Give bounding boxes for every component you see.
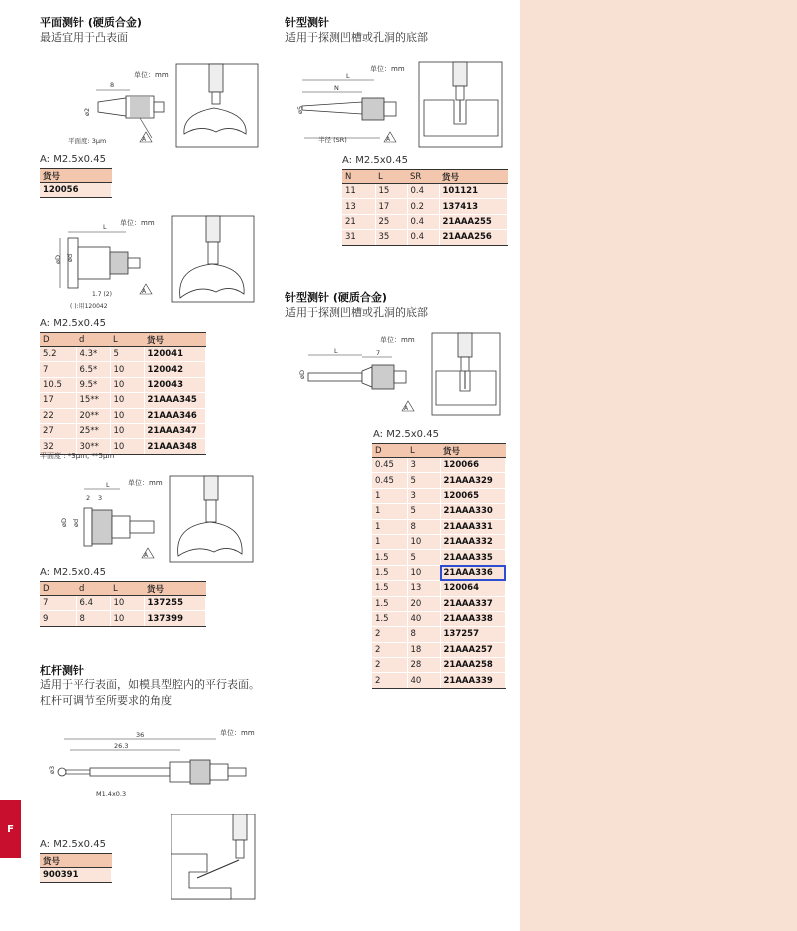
table-cell: 0.4 [407,214,439,229]
svg-text:26.3: 26.3 [114,742,129,750]
svg-text:ø5: ø5 [296,105,304,114]
svg-text:单位：mm: 单位：mm [220,729,255,737]
part-number-cell: 21AAA256 [439,230,508,245]
table-cell: 2 [372,642,407,657]
flat-steel2-thread: A: M2.5x0.45 [40,567,106,578]
svg-text:øD: øD [60,518,68,527]
needle-carbide-diagram [292,331,504,417]
table-row [342,199,508,214]
table-cell: 40 [407,611,440,626]
lever-title: 杠杆测针 [40,664,84,677]
svg-text:ød: ød [66,253,74,262]
table-cell: 1 [372,519,407,534]
part-number-cell: 137255 [144,596,206,611]
flat-carbide-thread: A: M2.5x0.45 [40,154,106,165]
table-cell: 40 [407,673,440,688]
table-cell: 5 [407,473,440,488]
part-number-cell: 21AAA255 [439,214,508,229]
table-cell: 7 [40,362,76,377]
table-cell: 0.2 [407,199,439,214]
table-row [40,377,206,392]
flat-steel-footnote: 平面度 : *3μm, **5μm [40,452,115,460]
table-cell: 4.3* [76,347,110,362]
part-number-cell: 101121 [439,184,508,199]
table-cell: 7 [40,596,76,611]
table-cell: 21 [342,214,375,229]
svg-text:øD: øD [54,255,62,264]
flat-steel-diagram [48,214,258,318]
part-number-cell: 21AAA347 [144,423,206,438]
table-row [372,473,506,488]
table-row [40,347,206,362]
table-cell: 20 [407,596,440,611]
part-number-cell: 21AAA338 [440,611,506,626]
table-cell: 2 [372,627,407,642]
table-cell: 11 [342,184,375,199]
table-row [40,596,206,611]
table-cell: 9.5* [76,377,110,392]
needle-thread: A: M2.5x0.45 [342,155,408,166]
table-cell: 10 [407,534,440,549]
part-number-cell: 21AAA332 [440,534,506,549]
table-row [40,362,206,377]
table-cell: 10 [110,362,144,377]
table-cell: 17 [40,393,76,408]
table-cell: 6.4 [76,596,110,611]
table-row [372,519,506,534]
svg-text:M1.4x0.3: M1.4x0.3 [96,790,127,798]
table-row [372,565,506,580]
part-number-cell: 21AAA345 [144,393,206,408]
part-number-cell: 21AAA336 [440,565,506,580]
table-cell: 0.4 [407,230,439,245]
table-cell: 10 [110,439,144,454]
svg-text:L: L [103,223,107,231]
part-number-cell: 21AAA335 [440,550,506,565]
svg-text:2: 2 [86,494,91,502]
lever-thread: A: M2.5x0.45 [40,839,106,850]
svg-text:单位：mm: 单位：mm [370,65,405,73]
part-number-cell: 21AAA339 [440,673,506,688]
table-cell: 10 [110,596,144,611]
part-number-cell: 120041 [144,347,206,362]
table-row [372,673,506,688]
svg-text:A: A [386,136,391,143]
svg-text:L: L [346,72,350,80]
table-cell: 6.5* [76,362,110,377]
lever-table: 货号 900391 [40,853,112,883]
svg-text:ø3: ø3 [48,765,56,774]
flat-steel2-table: D d L 货号 7 6.4 10 137255 9 8 10 137399 [40,581,206,627]
svg-text:A: A [404,405,409,412]
flat-steel-table: D d L 货号 5.2 4.3* 5 120041 7 6.5* 10 120042 10.5 9.5* 10 120043 17 15** 10 21AAA345 22 20** 10 21AAA346 27 25** 10 21AAA347 32 30** 10 21AAA348 [40,332,206,455]
table-row [372,627,506,642]
table-cell: 1.5 [372,550,407,565]
needle-carbide-table: D L 货号 0.45 3 120066 0.45 5 21AAA329 1 3 120065 1 5 21AAA330 1 8 21AAA331 1 10 21AAA332 1.5 5 21AAA335 1.5 10 21AAA336 1.5 13 120064 1.5 20 21AAA337 1.5 40 21AAA338 2 8 137257 2 18 21AAA257 2 28 21AAA258 2 40 21AAA339 [372,443,506,689]
table-cell: 5 [110,347,144,362]
part-number-cell: 120065 [440,488,506,503]
needle-carbide-title: 针型测针 (硬质合金) [285,291,387,304]
svg-text:A: A [144,552,149,559]
part-number-cell: 21AAA257 [440,642,506,657]
svg-text:øD: øD [298,370,306,379]
table-cell: 1 [372,488,407,503]
table-row [372,596,506,611]
flat-carbide-title: 平面测针 (硬质合金) [40,16,142,29]
table-cell: 1 [372,504,407,519]
svg-text:单位：mm: 单位：mm [380,336,415,344]
table-cell: 10 [110,423,144,438]
table-row: 120056 [40,183,112,198]
svg-text:ød: ød [72,518,80,527]
needle-title: 针型测针 [285,16,329,29]
table-row [372,642,506,657]
table-row [40,393,206,408]
table-row [372,504,506,519]
table-cell: 5.2 [40,347,76,362]
svg-text:A: A [142,136,147,143]
svg-text:单位：mm: 单位：mm [120,219,155,227]
table-cell: 18 [407,642,440,657]
table-cell: 2 [372,673,407,688]
part-number-cell: 21AAA346 [144,408,206,423]
table-row [372,458,506,473]
table-row [372,581,506,596]
table-cell: 25** [76,423,110,438]
table-cell: 31 [342,230,375,245]
table-cell: 0.4 [407,184,439,199]
table-cell: 22 [40,408,76,423]
table-cell: 1.5 [372,565,407,580]
svg-text:7: 7 [376,349,381,357]
part-number-cell: 137257 [440,627,506,642]
table-cell: 5 [407,504,440,519]
svg-text:ø2: ø2 [83,107,91,116]
table-cell: 15** [76,393,110,408]
part-number-cell: 120043 [144,377,206,392]
table-cell: 0.45 [372,473,407,488]
table-row [40,408,206,423]
svg-text:A: A [142,288,147,295]
svg-text:L: L [106,481,110,489]
part-number-cell: 120064 [440,581,506,596]
flat-steel-thread: A: M2.5x0.45 [40,318,106,329]
table-cell: 10 [110,408,144,423]
table-cell: 3 [407,458,440,473]
table-row [342,214,508,229]
flat-carbide-table: 货号 120056 [40,168,112,198]
table-row [372,550,506,565]
part-number-cell: 21AAA348 [144,439,206,454]
table-cell: 1 [372,534,407,549]
table-cell: 1.5 [372,611,407,626]
table-cell: 3 [407,488,440,503]
table-cell: 28 [407,658,440,673]
table-cell: 10 [407,565,440,580]
table-row [342,184,508,199]
table-cell: 10.5 [40,377,76,392]
table-cell: 32 [40,439,76,454]
table-row [40,611,206,626]
table-row [342,230,508,245]
lever-application-diagram [171,814,256,900]
svg-text:8: 8 [110,81,115,89]
table-cell: 8 [76,611,110,626]
svg-text:1.7 (2): 1.7 (2) [92,291,112,298]
table-cell: 1.5 [372,581,407,596]
unit-label: 单位：mm [134,71,169,79]
part-number-cell: 21AAA331 [440,519,506,534]
table-cell: 25 [375,214,407,229]
part-number-cell: 137413 [439,199,508,214]
needle-carbide-subtitle: 适用于探测凹槽或孔洞的底部 [285,306,428,319]
table-row [372,658,506,673]
table-cell: 8 [407,627,440,642]
svg-text:平面度: 3μm: 平面度: 3μm [68,137,107,145]
right-margin-panel [520,0,797,931]
needle-table: N L SR 货号 11 15 0.4 101121 13 17 0.2 137413 21 25 0.4 21AAA255 31 35 0.4 21AAA256 [342,169,508,246]
part-number-cell: 120066 [440,458,506,473]
table-cell: 1.5 [372,596,407,611]
svg-text:( ):用120042: ( ):用120042 [70,303,108,310]
table-cell: 35 [375,230,407,245]
table-cell: 30** [76,439,110,454]
part-number-cell: 21AAA258 [440,658,506,673]
table-cell: 2 [372,658,407,673]
table-row [372,611,506,626]
table-cell: 17 [375,199,407,214]
needle-carbide-thread: A: M2.5x0.45 [373,429,439,440]
table-cell: 27 [40,423,76,438]
part-number-cell: 137399 [144,611,206,626]
table-cell: 15 [375,184,407,199]
part-number-cell: 21AAA330 [440,504,506,519]
needle-diagram [290,60,504,150]
svg-text:L: L [334,347,338,355]
table-row: 900391 [40,868,112,883]
svg-text:半径 (SR): 半径 (SR) [318,136,347,144]
svg-text:36: 36 [136,731,145,739]
flat-steel2-diagram [54,474,258,566]
table-cell: 10 [110,377,144,392]
flat-carbide-diagram [60,60,260,152]
table-cell: 9 [40,611,76,626]
svg-text:单位：mm: 单位：mm [128,479,163,487]
svg-text:3: 3 [98,494,103,502]
table-row [372,534,506,549]
table-cell: 8 [407,519,440,534]
table-row [40,423,206,438]
table-cell: 13 [342,199,375,214]
table-cell: 5 [407,550,440,565]
table-cell: 10 [110,393,144,408]
part-number-cell: 120042 [144,362,206,377]
table-cell: 0.45 [372,458,407,473]
section-tab-f: F [0,800,21,858]
lever-diagram [40,726,260,800]
flat-carbide-subtitle: 最适宜用于凸表面 [40,31,128,44]
table-cell: 13 [407,581,440,596]
svg-text:N: N [334,84,339,92]
part-number-cell: 21AAA329 [440,473,506,488]
part-number-cell: 21AAA337 [440,596,506,611]
table-cell: 20** [76,408,110,423]
lever-subtitle: 适用于平行表面，如模具型腔内的平行表面。杠杆可调节至所要求的角度 [40,678,260,707]
table-cell: 10 [110,611,144,626]
needle-subtitle: 适用于探测凹槽或孔洞的底部 [285,31,428,44]
table-row [372,488,506,503]
